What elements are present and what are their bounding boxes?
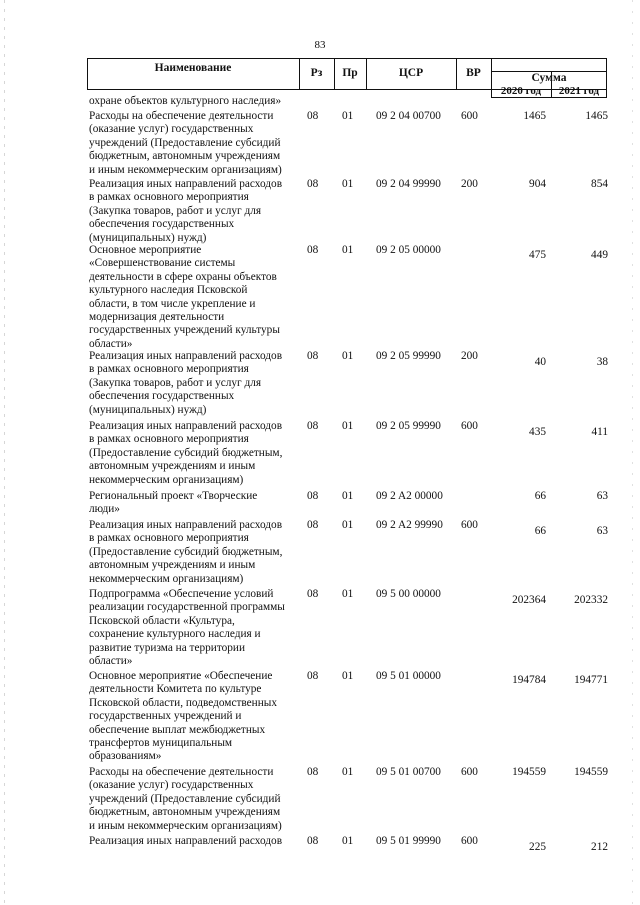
header-csr: ЦСР <box>398 67 424 79</box>
row-sum-2021: 63 <box>596 490 608 502</box>
row-sum-2020: 202364 <box>512 594 546 606</box>
row-name: Региональный проект «Творческие люди» <box>89 490 258 516</box>
row-csr: 09 2 04 00700 <box>376 110 441 122</box>
row-vr: 600 <box>461 110 478 122</box>
row-pr: 01 <box>342 835 354 847</box>
row-sum-2020: 1465 <box>523 110 546 122</box>
header-vr: ВР <box>466 67 481 79</box>
row-pr: 01 <box>342 519 354 531</box>
row-pr: 01 <box>342 244 354 256</box>
row-rz: 08 <box>307 110 319 122</box>
row-rz: 08 <box>307 588 319 600</box>
row-pr: 01 <box>342 670 354 682</box>
row-vr: 600 <box>461 420 478 432</box>
header-sum: Сумма <box>531 72 567 84</box>
row-rz: 08 <box>307 350 319 362</box>
row-sum-2020: 225 <box>529 841 546 853</box>
header-rz: Рз <box>310 67 323 79</box>
row-vr: 600 <box>461 766 478 778</box>
row-sum-2021: 194771 <box>574 674 608 686</box>
row-name: Реализация иных направлений расходов в рамках основного мероприятия (Закупка товаров, работ и услуг для обеспечения государственных (муниципальных) нужд) <box>89 178 283 244</box>
row-sum-2020: 66 <box>534 525 546 537</box>
row-rz: 08 <box>307 519 319 531</box>
row-pr: 01 <box>342 420 354 432</box>
row-pr: 01 <box>342 350 354 362</box>
header-pr: Пр <box>342 67 358 79</box>
row-csr: 09 5 01 00000 <box>376 670 441 682</box>
row-sum-2021: 194559 <box>574 766 608 778</box>
row-csr: 09 2 05 99990 <box>376 420 441 432</box>
row-name: охране объектов культурного наследия» <box>89 95 282 107</box>
row-csr: 09 5 01 99990 <box>376 835 441 847</box>
row-csr: 09 2 04 99990 <box>376 178 441 190</box>
row-rz: 08 <box>307 420 319 432</box>
row-rz: 08 <box>307 766 319 778</box>
row-sum-2021: 202332 <box>574 594 608 606</box>
row-name: Основное мероприятие «Совершенствование системы деятельности в сфере охраны объектов культурного наследия Псковской области, в том числе укрепление и модернизация деятельности государственных учреждений культуры области» <box>89 244 280 350</box>
row-sum-2021: 38 <box>596 356 608 368</box>
row-pr: 01 <box>342 178 354 190</box>
header-2020: 2020 год <box>500 85 542 97</box>
row-sum-2020: 66 <box>534 490 546 502</box>
row-sum-2021: 449 <box>591 249 608 261</box>
row-sum-2021: 212 <box>591 841 608 853</box>
row-vr: 600 <box>461 835 478 847</box>
header-2021: 2021 год <box>558 85 600 97</box>
row-vr: 200 <box>461 350 478 362</box>
row-sum-2020: 435 <box>529 426 546 438</box>
row-vr: 600 <box>461 519 478 531</box>
row-sum-2021: 1465 <box>585 110 608 122</box>
row-name: Расходы на обеспечение деятельности (оказание услуг) государственных учреждений (Предоставление субсидий бюджетным, автономным учреждениям и иным некоммерческим организациям) <box>89 766 282 832</box>
row-sum-2020: 194784 <box>512 674 546 686</box>
row-sum-2021: 63 <box>596 525 608 537</box>
row-pr: 01 <box>342 766 354 778</box>
row-name: Реализация иных направлений расходов <box>89 835 283 847</box>
row-pr: 01 <box>342 588 354 600</box>
row-csr: 09 5 01 00700 <box>376 766 441 778</box>
row-sum-2020: 904 <box>529 178 546 190</box>
row-name: Реализация иных направлений расходов в рамках основного мероприятия (Закупка товаров, работ и услуг для обеспечения государственных (муниципальных) нужд) <box>89 350 283 416</box>
row-name: Подпрограмма «Обеспечение условий реализации государственной программы Псковской области «Культура, сохранение культурного наследия и развитие туризма на территории области» <box>89 588 285 668</box>
row-name: Реализация иных направлений расходов в рамках основного мероприятия (Предоставление субсидий бюджетным, автономным учреждениям и иным некоммерческим организациям) <box>89 519 283 585</box>
row-rz: 08 <box>307 835 319 847</box>
row-sum-2021: 411 <box>591 426 608 438</box>
header-name: Наименование <box>154 62 232 74</box>
row-csr: 09 2 05 99990 <box>376 350 441 362</box>
row-name: Расходы на обеспечение деятельности (оказание услуг) государственных учреждений (Предоставление субсидий бюджетным, автономным учреждениям и иным некоммерческим организациям) <box>89 110 282 176</box>
row-pr: 01 <box>342 490 354 502</box>
row-vr: 200 <box>461 178 478 190</box>
row-csr: 09 2 05 00000 <box>376 244 441 256</box>
row-csr: 09 2 A2 00000 <box>376 490 443 502</box>
row-name: Реализация иных направлений расходов в рамках основного мероприятия (Предоставление субсидий бюджетным, автономным учреждениям и иным некоммерческим организациям) <box>89 420 283 486</box>
row-sum-2020: 475 <box>529 249 546 261</box>
row-sum-2021: 854 <box>591 178 608 190</box>
row-pr: 01 <box>342 110 354 122</box>
row-rz: 08 <box>307 244 319 256</box>
row-sum-2020: 40 <box>534 356 546 368</box>
row-rz: 08 <box>307 178 319 190</box>
row-sum-2020: 194559 <box>512 766 546 778</box>
row-csr: 09 5 00 00000 <box>376 588 441 600</box>
row-name: Основное мероприятие «Обеспечение деятельности Комитета по культуре Псковской области, подведомственных государственных учреждений и обеспечение выплат межбюджетных трансфертов муниципальным образованиям» <box>89 670 278 763</box>
row-csr: 09 2 A2 99990 <box>376 519 443 531</box>
row-rz: 08 <box>307 670 319 682</box>
page-number: 83 <box>314 39 326 51</box>
row-rz: 08 <box>307 490 319 502</box>
